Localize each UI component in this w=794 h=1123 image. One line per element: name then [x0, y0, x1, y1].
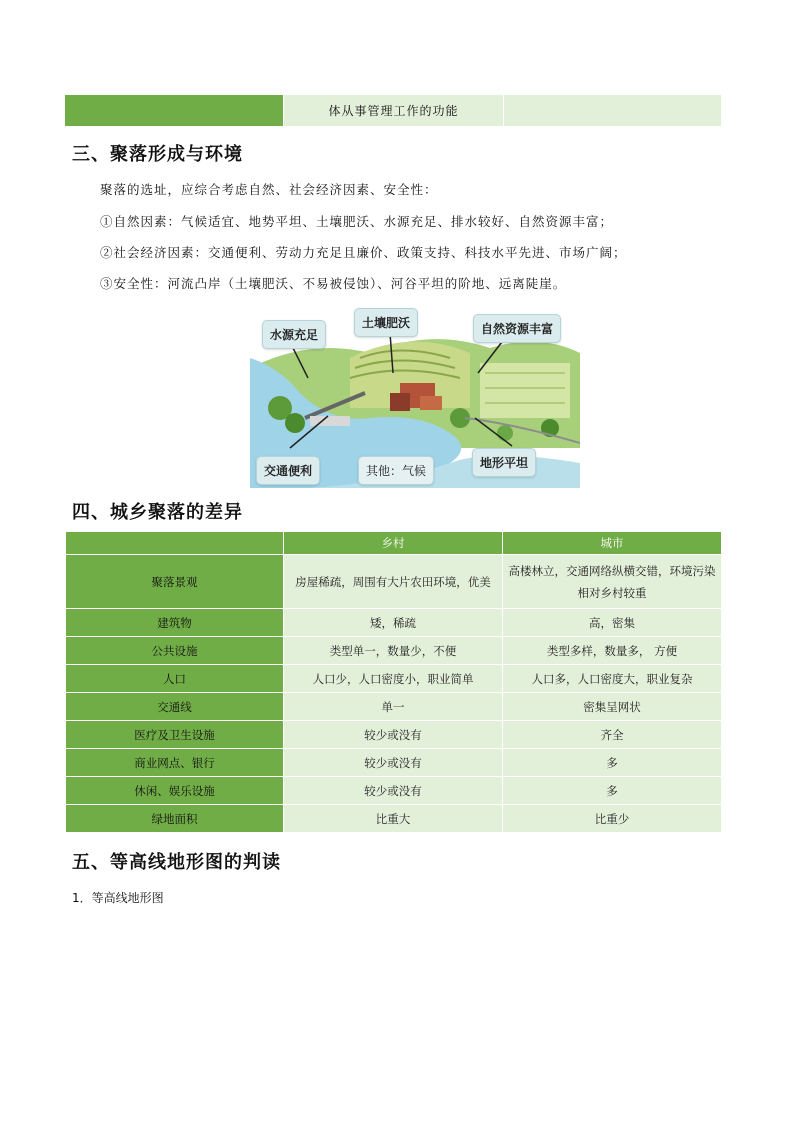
table-header-row [66, 532, 722, 555]
section3-item-3: ③安全性：河流凸岸（土壤肥沃、不易被侵蚀）、河谷平坦的阶地、远离陡崖。 [100, 276, 567, 291]
section4-title: 四、城乡聚落的差异 [72, 502, 243, 523]
table-header [66, 532, 284, 555]
label-water: 水源充足 [262, 320, 326, 349]
label-resources: 自然资源丰富 [473, 314, 561, 343]
table-cell: 齐全 [503, 721, 722, 749]
table-cell: 人口少，人口密度小，职业简单 [284, 665, 503, 693]
settlement-illustration [250, 298, 580, 488]
table-row [66, 665, 722, 693]
table-row-key: 建筑物 [66, 609, 284, 637]
section3-item-1: ①自然因素：气候适宜、地势平坦、土壤肥沃、水源充足、排水较好、自然资源丰富； [100, 214, 614, 229]
section5-subheading: 1．等高线地形图 [72, 891, 164, 905]
table-cell: 类型多样，数量多， 方便 [503, 637, 722, 665]
table-row-key: 休闲、娱乐设施 [66, 777, 284, 805]
table-cell: 比重少 [503, 805, 722, 833]
table-cell: 较少或没有 [284, 721, 503, 749]
table-cell: 较少或没有 [284, 749, 503, 777]
label-traffic: 交通便利 [256, 456, 320, 485]
table-cell: 比重大 [284, 805, 503, 833]
table-cell: 人口多，人口密度大，职业复杂 [503, 665, 722, 693]
table-row [66, 609, 722, 637]
table-cell: 高楼林立，交通网络纵横交错，环境污染相对乡村较重 [503, 555, 722, 609]
table-cell: 矮，稀疏 [284, 609, 503, 637]
table-row [66, 693, 722, 721]
label-other: 其他：气候 [358, 456, 434, 485]
section3-item-2: ②社会经济因素：交通便利、劳动力充足且廉价、政策支持、科技水平先进、市场广阔； [100, 245, 627, 260]
table-cell: 类型单一，数量少，不便 [284, 637, 503, 665]
table-cell: 高，密集 [503, 609, 722, 637]
table-row-key: 人口 [66, 665, 284, 693]
table-row-key: 绿地面积 [66, 805, 284, 833]
table-header: 城市 [503, 532, 722, 555]
top-table-cell-3 [503, 95, 721, 126]
table-cell: 房屋稀疏，周围有大片农田环境，优美 [284, 555, 503, 609]
top-table-cell-1 [65, 95, 283, 126]
section3-title: 三、聚落形成与环境 [72, 144, 243, 165]
label-terrain: 地形平坦 [472, 448, 536, 477]
table-row-key: 公共设施 [66, 637, 284, 665]
table-cell: 多 [503, 749, 722, 777]
table-header: 乡村 [284, 532, 503, 555]
section3-intro: 聚落的选址，应综合考虑自然、社会经济因素、安全性： [100, 182, 438, 197]
table-row [66, 637, 722, 665]
table-row [66, 805, 722, 833]
table-cell: 单一 [284, 693, 503, 721]
label-soil: 土壤肥沃 [354, 308, 418, 337]
table-cell: 多 [503, 777, 722, 805]
table-row [66, 721, 722, 749]
table-row-key: 医疗及卫生设施 [66, 721, 284, 749]
top-table-cell-2: 体从事管理工作的功能 [283, 95, 503, 126]
table-row-key: 聚落景观 [66, 555, 284, 609]
table-row-key: 商业网点、银行 [66, 749, 284, 777]
table-row [66, 749, 722, 777]
table-cell: 较少或没有 [284, 777, 503, 805]
top-table-row [65, 95, 721, 126]
table-cell: 密集呈网状 [503, 693, 722, 721]
table-row [66, 777, 722, 805]
table-row-key: 交通线 [66, 693, 284, 721]
urban-rural-table [65, 531, 722, 833]
table-row [66, 555, 722, 609]
section5-title: 五、等高线地形图的判读 [72, 852, 281, 873]
